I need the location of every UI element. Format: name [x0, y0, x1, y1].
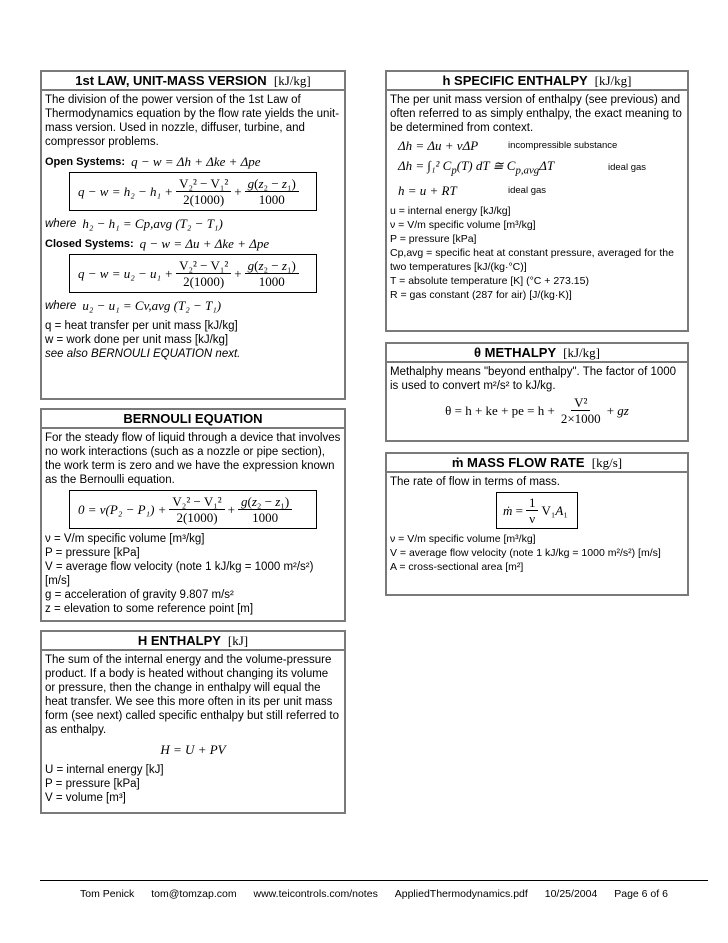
first-law-intro: The division of the power version of the 1st Law of Thermodynamics equation by the flow rate yields the unit-mass version. Used in nozzle, diffuser, turbine, and compressor problems. [45, 94, 340, 148]
page-footer [40, 880, 708, 901]
mass-flow-def: A = cross-sectional area [m²] [390, 561, 524, 573]
first-law-def: w = work done per unit mass [kJ/kg] [45, 334, 229, 346]
enthalpy-def: U = internal energy [kJ] [45, 764, 164, 776]
methalpy-header [387, 344, 687, 363]
footer-date: 10/25/2004 [544, 888, 598, 900]
methalpy-box [385, 342, 689, 442]
ideal-gas-note-2: ideal gas [508, 184, 547, 196]
bernoulli-title: BERNOULI EQUATION [123, 411, 263, 426]
mass-flow-header [387, 454, 687, 473]
first-law-def: q = heat transfer per unit mass [kJ/kg] [45, 320, 238, 332]
bernoulli-def: P = pressure [kPa] [45, 547, 140, 559]
specific-enthalpy-def: T = absolute temperature [K] (°C + 273.15) [390, 274, 589, 287]
specific-enthalpy-def: P = pressure [kPa] [390, 232, 477, 245]
ideal-gas-rt-eq: h = u + RT [398, 182, 457, 198]
specific-enthalpy-def: R = gas constant (287 for air) [J/(kg·K)] [390, 288, 572, 301]
footer-file: AppliedThermodynamics.pdf [394, 888, 528, 900]
footer-email[interactable]: tom@tomzap.com [151, 888, 237, 900]
mass-flow-eq: ṁ = $\frac{1}{\nu}$ V₁A₁ [496, 492, 578, 529]
specific-enthalpy-intro: The per unit mass version of enthalpy (see previous) and often referred to as simply enthalpy, the exact meaning to be determined from context. [390, 94, 682, 134]
first-law-def: see also BERNOULI EQUATION next. [45, 348, 241, 360]
open-where-label: where [45, 218, 77, 230]
bernoulli-def: V = average flow velocity (note 1 kJ/kg = 1000 m²/s²) [m/s] [45, 561, 314, 587]
enthalpy-eq: H = U + PV [160, 742, 226, 757]
closed-systems-eq: q − w = Δu + Δke + Δpe [139, 236, 270, 251]
enthalpy-def: V = volume [m³] [45, 792, 126, 804]
ideal-gas-integral-eq: Δh = ∫₁² $C_p(T)$ dT ≅ $C_{p,avg}\Delta T$ [398, 158, 555, 177]
specific-enthalpy-title: h SPECIFIC ENTHALPY [442, 73, 588, 88]
enthalpy-unit: [kJ] [227, 633, 249, 648]
footer-page: Page 6 of 6 [614, 888, 668, 900]
bernoulli-header [42, 410, 344, 429]
bernoulli-def: g = acceleration of gravity 9.807 m/s² [45, 589, 234, 601]
methalpy-eq-left: θ = h + ke + pe = h + [445, 402, 555, 418]
bernoulli-intro: For the steady flow of liquid through a device that involves no work interactions (such as a nozzle or pipe section), the work term is zero and we have the expression known as the Bernoulli equation. [45, 432, 341, 486]
open-systems-expanded-eq: q − w = h₂ − h₁ + $\frac{\text{V₂² − V₁²}}{2(1000)}$ + $\frac{\text{g(z₂ − z₁)}}{1000}$ [69, 172, 317, 211]
mass-flow-def: V = average flow velocity (note 1 kJ/kg = 1000 m²/s²) [m/s] [390, 547, 661, 559]
closed-where-label: where [45, 300, 77, 312]
enthalpy-title: H ENTHALPY [137, 633, 221, 648]
enthalpy-intro: The sum of the internal energy and the volume-pressure product. If a body is heated without changing its volume or pressure, then the change in enthalpy will equal the heat transfer. We see this more often in its per unit mass form (see next) called specific enthalpy but still referred to as enthalpy. [45, 654, 340, 736]
first-law-box [40, 70, 346, 400]
footer-url[interactable]: www.teicontrols.com/notes [253, 888, 378, 900]
incompressible-eq: Δh = Δu + νΔP [398, 138, 479, 153]
ideal-gas-note: ideal gas [608, 162, 647, 174]
footer-author: Tom Penick [80, 888, 135, 900]
bernoulli-def: ν = V/m specific volume [m³/kg] [45, 533, 205, 545]
closed-systems-label: Closed Systems: [45, 238, 134, 250]
methalpy-intro: Methalphy means "beyond enthalpy". The factor of 1000 is used to convert m²/s² to kJ/kg. [390, 366, 677, 392]
enthalpy-def: P = pressure [kPa] [45, 778, 140, 790]
enthalpy-box [40, 630, 346, 814]
open-systems-label: Open Systems: [45, 156, 126, 168]
enthalpy-header [42, 632, 344, 651]
first-law-unit: [kJ/kg] [273, 73, 311, 88]
mass-flow-def: ν = V/m specific volume [m³/kg] [390, 533, 536, 545]
specific-enthalpy-def: Cp,avg = specific heat at constant pressure, averaged for the two temperatures [kJ/(kg·°C)] [390, 246, 674, 273]
specific-enthalpy-box [385, 70, 689, 332]
bernoulli-def: z = elevation to some reference point [m] [45, 603, 254, 615]
specific-enthalpy-def: u = internal energy [kJ/kg] [390, 204, 511, 217]
methalpy-title: θ METHALPY [474, 345, 556, 360]
mass-flow-unit: [kg/s] [591, 455, 623, 470]
mass-flow-title: ṁ MASS FLOW RATE [451, 455, 585, 470]
mass-flow-box [385, 452, 689, 596]
first-law-header [42, 72, 344, 91]
closed-systems-expanded-eq: q − w = u₂ − u₁ + $\frac{\text{V₂² − V₁²}}{2(1000)}$ + $\frac{\text{g(z₂ − z₁)}}{1000}$ [69, 254, 317, 293]
incompressible-note: incompressible substance [508, 140, 618, 151]
methalpy-eq: θ = h + ke + pe = h + $\frac{\text{V²}}{2\times 1000}$ + gz [445, 395, 629, 426]
open-systems-eq: q − w = Δh + Δke + Δpe [131, 154, 261, 169]
bernoulli-eq: 0 = ν(P₂ − P₁) + $\frac{\text{V₂² − V₁²}}{2(1000)}$ + $\frac{\text{g(z₂ − z₁)}}{1000}$ [69, 490, 317, 529]
methalpy-unit: [kJ/kg] [563, 345, 600, 360]
closed-where-eq: u₂ − u₁ = Cv,avg (T₂ − T₁) [82, 298, 222, 313]
specific-enthalpy-header [387, 72, 687, 91]
specific-enthalpy-def: ν = V/m specific volume [m³/kg] [390, 218, 536, 231]
bernoulli-box [40, 408, 346, 622]
mass-flow-intro: The rate of flow in terms of mass. [390, 476, 561, 488]
open-where-eq: h₂ − h₁ = Cp,avg (T₂ − T₁) [82, 216, 223, 231]
specific-enthalpy-unit: [kJ/kg] [594, 73, 632, 88]
first-law-title: 1st LAW, UNIT-MASS VERSION [75, 73, 267, 88]
